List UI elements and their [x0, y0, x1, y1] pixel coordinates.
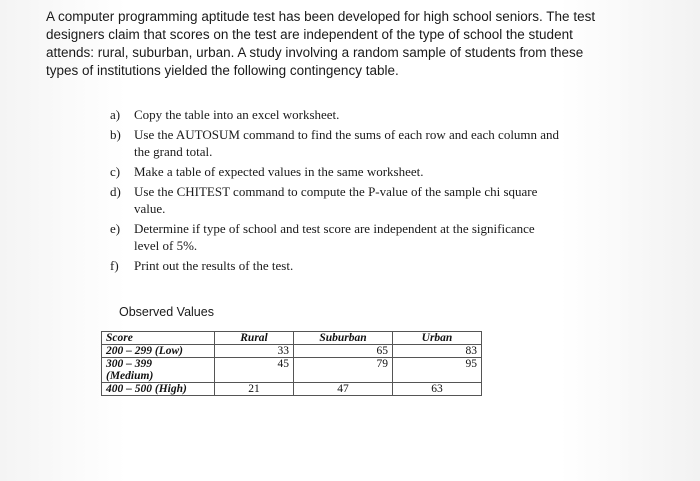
- task-item: [110, 183, 610, 217]
- table-row: [102, 358, 482, 383]
- table-header-row: [102, 332, 482, 345]
- task-text: level of 5%.: [134, 238, 198, 253]
- task-text: Use the AUTOSUM command to find the sums of each row and each column and: [134, 127, 560, 142]
- observed-values-label: Observed Values: [119, 305, 214, 319]
- task-text: Make a table of expected values in the same worksheet.: [134, 164, 424, 179]
- task-item: [110, 106, 610, 123]
- task-list: [110, 106, 610, 277]
- score-cell: [102, 358, 215, 383]
- header-urban: Urban: [393, 332, 482, 345]
- task-text: Copy the table into an excel worksheet.: [134, 107, 340, 122]
- urban-cell: 95: [393, 358, 482, 383]
- intro-line: attends: rural, suburban, urban. A study involving a random sample of students from these: [46, 45, 584, 60]
- suburban-cell: 79: [294, 358, 393, 383]
- task-letter: f): [110, 258, 119, 273]
- contingency-table: [101, 331, 482, 396]
- intro-line: types of institutions yielded the following contingency table.: [46, 63, 399, 78]
- rural-cell: 45: [215, 358, 294, 383]
- task-item: [110, 220, 610, 254]
- suburban-cell: 47: [294, 383, 393, 396]
- task-text: value.: [134, 201, 166, 216]
- task-text: Print out the results of the test.: [134, 258, 294, 273]
- task-text: Determine if type of school and test score are independent at the significance: [134, 221, 535, 236]
- intro-line: designers claim that scores on the test are independent of the type of school the student: [46, 27, 573, 42]
- score-cell: 400 – 500 (High): [102, 383, 215, 396]
- score-line: 300 – 399: [106, 358, 152, 370]
- task-letter: c): [110, 164, 121, 179]
- score-cell: 200 – 299 (Low): [102, 345, 215, 358]
- header-score: Score: [102, 332, 215, 345]
- intro-line: A computer programming aptitude test has been developed for high school seniors. The test: [46, 9, 596, 24]
- task-text: Use the CHITEST command to compute the P-value of the sample chi square: [134, 184, 538, 199]
- task-text: the grand total.: [134, 144, 213, 159]
- suburban-cell: 65: [294, 345, 393, 358]
- header-suburban: Suburban: [294, 332, 393, 345]
- task-letter: d): [110, 184, 121, 199]
- task-item: [110, 257, 610, 274]
- score-line: (Medium): [106, 370, 154, 382]
- task-letter: a): [110, 107, 121, 122]
- rural-cell: 21: [215, 383, 294, 396]
- task-item: [110, 163, 610, 180]
- task-letter: e): [110, 221, 121, 236]
- urban-cell: 83: [393, 345, 482, 358]
- task-letter: b): [110, 127, 121, 142]
- urban-cell: 63: [393, 383, 482, 396]
- table-row: [102, 383, 482, 396]
- rural-cell: 33: [215, 345, 294, 358]
- table-row: [102, 345, 482, 358]
- problem-statement: [46, 8, 646, 80]
- header-rural: Rural: [215, 332, 294, 345]
- task-item: [110, 126, 610, 160]
